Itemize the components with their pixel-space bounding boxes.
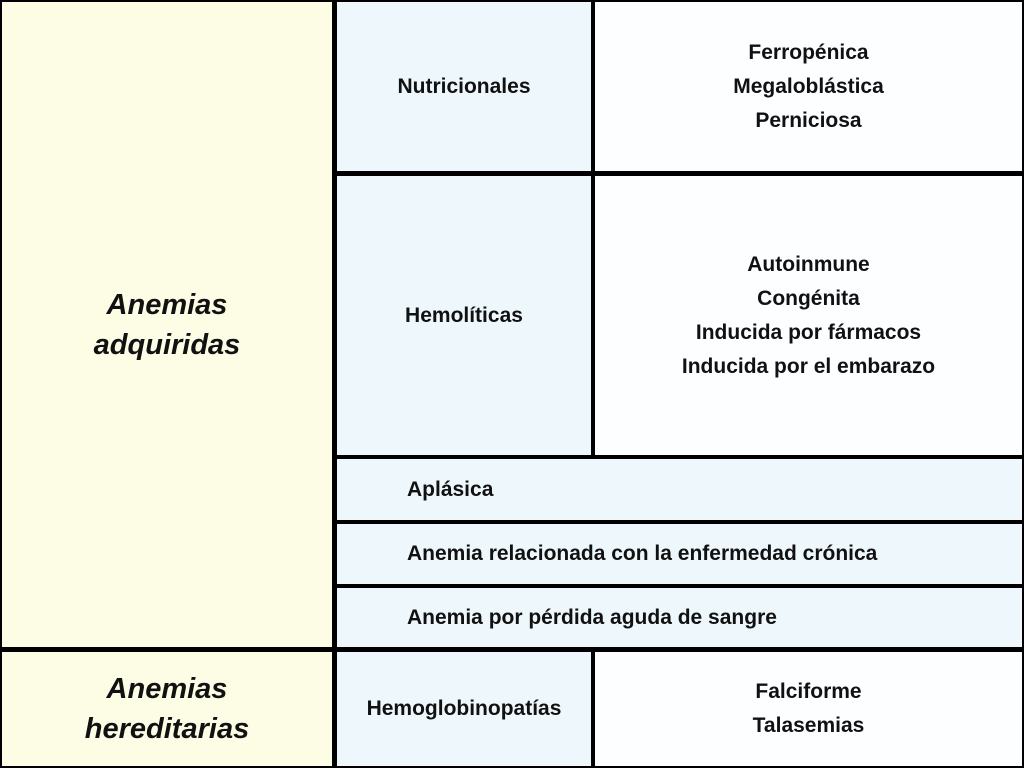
hereditary-anemias-label-line2: hereditarias [84, 713, 250, 745]
chronic-disease-label: Anemia relacionada con la enfermedad crónica [407, 542, 878, 565]
hemolytic-types-cell [595, 176, 1022, 455]
acquired-anemias-cell [2, 2, 332, 647]
nutritional-type-item: Ferropénica [748, 40, 869, 64]
hemolytic-type-item: Inducida por fármacos [695, 320, 922, 344]
acquired-anemias-label-line2: adquiridas [93, 328, 241, 361]
acquired-anemias-label-line1: Anemias [106, 288, 228, 321]
chronic-disease-row [337, 524, 1022, 584]
acute-blood-loss-row [337, 588, 1022, 647]
nutritional-label: Nutricionales [397, 74, 531, 98]
nutritional-category-cell [337, 2, 591, 171]
nutritional-type-item: Perniciosa [755, 108, 862, 132]
acute-blood-loss-label: Anemia por pérdida aguda de sangre [407, 605, 777, 629]
nutritional-types-cell [595, 2, 1022, 171]
hemoglobinopathies-types-cell [595, 652, 1022, 766]
hemolytic-label: Hemolíticas [405, 303, 523, 327]
hemolytic-type-item: Congénita [757, 286, 860, 310]
hereditary-anemias-label-line1: Anemias [106, 673, 228, 705]
hereditary-anemias-cell [2, 652, 332, 766]
hemoglobinopathies-category-cell [337, 652, 591, 766]
hemolytic-type-item: Inducida por el embarazo [681, 354, 936, 378]
hemoglobinopathy-type-item: Falciforme [755, 680, 862, 703]
aplastic-label: Aplásica [407, 477, 494, 501]
aplastic-row [337, 459, 1022, 520]
hemoglobinopathy-type-item: Talasemias [752, 714, 865, 737]
hemoglobinopathies-label: Hemoglobinopatías [366, 697, 562, 720]
hemolytic-category-cell [337, 176, 591, 455]
nutritional-type-item: Megaloblástica [733, 74, 884, 98]
hemolytic-type-item: Autoinmune [747, 252, 870, 276]
